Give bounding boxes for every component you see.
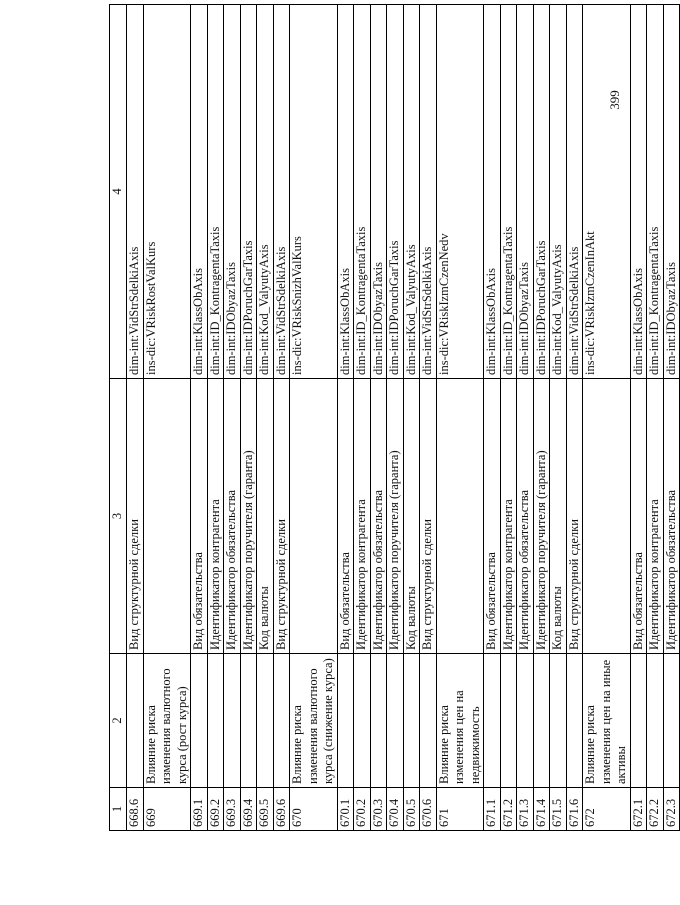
description-cell: Идентификатор контрагента (354, 379, 371, 654)
row-number-cell: 670.6 (420, 788, 437, 831)
description-cell: Идентификатор обязательства (370, 379, 387, 654)
table-row (224, 5, 241, 831)
row-number-cell: 669.5 (257, 788, 274, 831)
description-cell: Идентификатор контрагента (207, 379, 224, 654)
header-cell: 4 (110, 5, 127, 379)
element-code-cell: dim-int:IDObyazTaxis (517, 5, 534, 379)
table-row (191, 5, 208, 831)
description-cell: Вид структурной сделки (420, 379, 437, 654)
indicator-name-cell: Влияние риска изменения валютного курса (рост курса) (143, 654, 191, 788)
indicator-name-cell (550, 654, 567, 788)
element-code-cell: dim-int:IDPoruchGarTaxis (240, 5, 257, 379)
description-cell: Код валюты (550, 379, 567, 654)
table-body (127, 5, 680, 831)
element-code-cell: dim-int:IDPoruchGarTaxis (533, 5, 550, 379)
indicator-name-cell (647, 654, 664, 788)
description-cell: Идентификатор обязательства (517, 379, 534, 654)
header-cell: 3 (110, 379, 127, 654)
table-row (517, 5, 534, 831)
table-row (500, 5, 517, 831)
element-code-cell: dim-int:IDObyazTaxis (370, 5, 387, 379)
indicator-name-cell (420, 654, 437, 788)
row-number-cell: 671.3 (517, 788, 534, 831)
table-row (663, 5, 680, 831)
table-row (420, 5, 437, 831)
description-cell (583, 379, 631, 654)
description-cell: Идентификатор контрагента (500, 379, 517, 654)
indicator-name-cell (191, 654, 208, 788)
row-number-cell: 672.1 (630, 788, 647, 831)
description-cell: Идентификатор обязательства (224, 379, 241, 654)
row-number-cell: 670.4 (387, 788, 404, 831)
row-number-cell: 669.6 (273, 788, 290, 831)
table-row (354, 5, 371, 831)
description-cell: Идентификатор контрагента (647, 379, 664, 654)
table-row (403, 5, 420, 831)
row-number-cell: 671 (436, 788, 484, 831)
row-number-cell: 672 (583, 788, 631, 831)
indicator-name-cell (257, 654, 274, 788)
row-number-cell: 669.3 (224, 788, 241, 831)
row-number-cell: 669 (143, 788, 191, 831)
table-row (290, 5, 338, 831)
description-cell: Вид структурной сделки (127, 379, 144, 654)
indicator-name-cell (273, 654, 290, 788)
description-cell: Вид структурной сделки (566, 379, 583, 654)
table-row (257, 5, 274, 831)
indicator-name-cell (533, 654, 550, 788)
table-row (566, 5, 583, 831)
indicator-name-cell (630, 654, 647, 788)
description-cell (436, 379, 484, 654)
element-code-cell: ins-dic:VRiskIzmCzenNedv (436, 5, 484, 379)
indicator-name-cell (337, 654, 354, 788)
indicator-name-cell (484, 654, 501, 788)
element-code-cell: dim-int:ID_KontragentaTaxis (500, 5, 517, 379)
description-cell: Вид обязательства (484, 379, 501, 654)
indicator-name-cell: Влияние риска изменения валютного курса (снижение курса) (290, 654, 338, 788)
indicator-name-cell (403, 654, 420, 788)
description-cell: Вид обязательства (191, 379, 208, 654)
row-number-cell: 668.6 (127, 788, 144, 831)
row-number-cell: 670.3 (370, 788, 387, 831)
description-cell (290, 379, 338, 654)
row-number-cell: 671.6 (566, 788, 583, 831)
row-number-cell: 670 (290, 788, 338, 831)
row-number-cell: 672.3 (663, 788, 680, 831)
table-row (207, 5, 224, 831)
table-row (647, 5, 664, 831)
row-number-cell: 670.5 (403, 788, 420, 831)
element-code-cell: dim-int:IDPoruchGarTaxis (387, 5, 404, 379)
table-row (630, 5, 647, 831)
element-code-cell: dim-int:ID_KontragentaTaxis (647, 5, 664, 379)
page-number: 399 (607, 90, 622, 110)
indicator-name-cell (566, 654, 583, 788)
description-cell: Вид обязательства (630, 379, 647, 654)
element-code-cell: dim-int:ID_KontragentaTaxis (354, 5, 371, 379)
row-number-cell: 671.2 (500, 788, 517, 831)
indicator-name-cell (387, 654, 404, 788)
element-code-cell: dim-int:KlassObAxis (191, 5, 208, 379)
table-row (436, 5, 484, 831)
header-cell: 1 (110, 788, 127, 831)
description-cell: Идентификатор обязательства (663, 379, 680, 654)
description-cell: Идентификатор поручителя (гаранта) (240, 379, 257, 654)
indicator-name-cell (127, 654, 144, 788)
element-code-cell: dim-int:KlassObAxis (484, 5, 501, 379)
table-row (370, 5, 387, 831)
indicator-name-cell: Влияние риска изменения цен на недвижимость (436, 654, 484, 788)
indicator-name-cell (663, 654, 680, 788)
table-row (127, 5, 144, 831)
element-code-cell: dim-int:IDObyazTaxis (224, 5, 241, 379)
indicator-name-cell (354, 654, 371, 788)
description-cell: Код валюты (257, 379, 274, 654)
indicator-name-cell: Влияние риска изменения цен на иные активы (583, 654, 631, 788)
table-row (387, 5, 404, 831)
row-number-cell: 671.5 (550, 788, 567, 831)
description-cell: Идентификатор поручителя (гаранта) (533, 379, 550, 654)
table-row (240, 5, 257, 831)
table-row (550, 5, 567, 831)
row-number-cell: 670.1 (337, 788, 354, 831)
header-cell: 2 (110, 654, 127, 788)
element-code-cell: dim-int:VidStrSdelkiAxis (420, 5, 437, 379)
table-row (337, 5, 354, 831)
element-code-cell: dim-int:VidStrSdelkiAxis (127, 5, 144, 379)
indicator-name-cell (517, 654, 534, 788)
element-code-cell: dim-int:VidStrSdelkiAxis (566, 5, 583, 379)
description-cell: Вид структурной сделки (273, 379, 290, 654)
row-number-cell: 670.2 (354, 788, 371, 831)
row-number-cell: 669.4 (240, 788, 257, 831)
table-row (533, 5, 550, 831)
element-code-cell: dim-int:KlassObAxis (630, 5, 647, 379)
table-row (143, 5, 191, 831)
table-row (583, 5, 631, 831)
indicator-name-cell (500, 654, 517, 788)
element-code-cell: ins-dic:VRiskRostValKurs (143, 5, 191, 379)
description-cell: Идентификатор поручителя (гаранта) (387, 379, 404, 654)
element-code-cell: dim-int:ID_KontragentaTaxis (207, 5, 224, 379)
table-row (273, 5, 290, 831)
row-number-cell: 669.2 (207, 788, 224, 831)
description-cell (143, 379, 191, 654)
element-code-cell: dim-int:IDObyazTaxis (663, 5, 680, 379)
description-cell: Код валюты (403, 379, 420, 654)
element-code-cell: dim-int:VidStrSdelkiAxis (273, 5, 290, 379)
indicator-name-cell (240, 654, 257, 788)
indicator-name-cell (224, 654, 241, 788)
table-row (484, 5, 501, 831)
row-number-cell: 669.1 (191, 788, 208, 831)
row-number-cell: 671.4 (533, 788, 550, 831)
row-number-cell: 671.1 (484, 788, 501, 831)
element-code-cell: ins-dic:VRiskSnizhValKurs (290, 5, 338, 379)
indicator-name-cell (370, 654, 387, 788)
description-cell: Вид обязательства (337, 379, 354, 654)
row-number-cell: 672.2 (647, 788, 664, 831)
indicator-name-cell (207, 654, 224, 788)
element-code-cell: ins-dic:VRiskIzmCzenInAkt (583, 5, 631, 379)
taxonomy-table (109, 4, 680, 831)
header-row (110, 5, 127, 831)
element-code-cell: dim-int:KlassObAxis (337, 5, 354, 379)
element-code-cell: dim-int:Kod_ValyutyAxis (257, 5, 274, 379)
element-code-cell: dim-int:Kod_ValyutyAxis (403, 5, 420, 379)
element-code-cell: dim-int:Kod_ValyutyAxis (550, 5, 567, 379)
